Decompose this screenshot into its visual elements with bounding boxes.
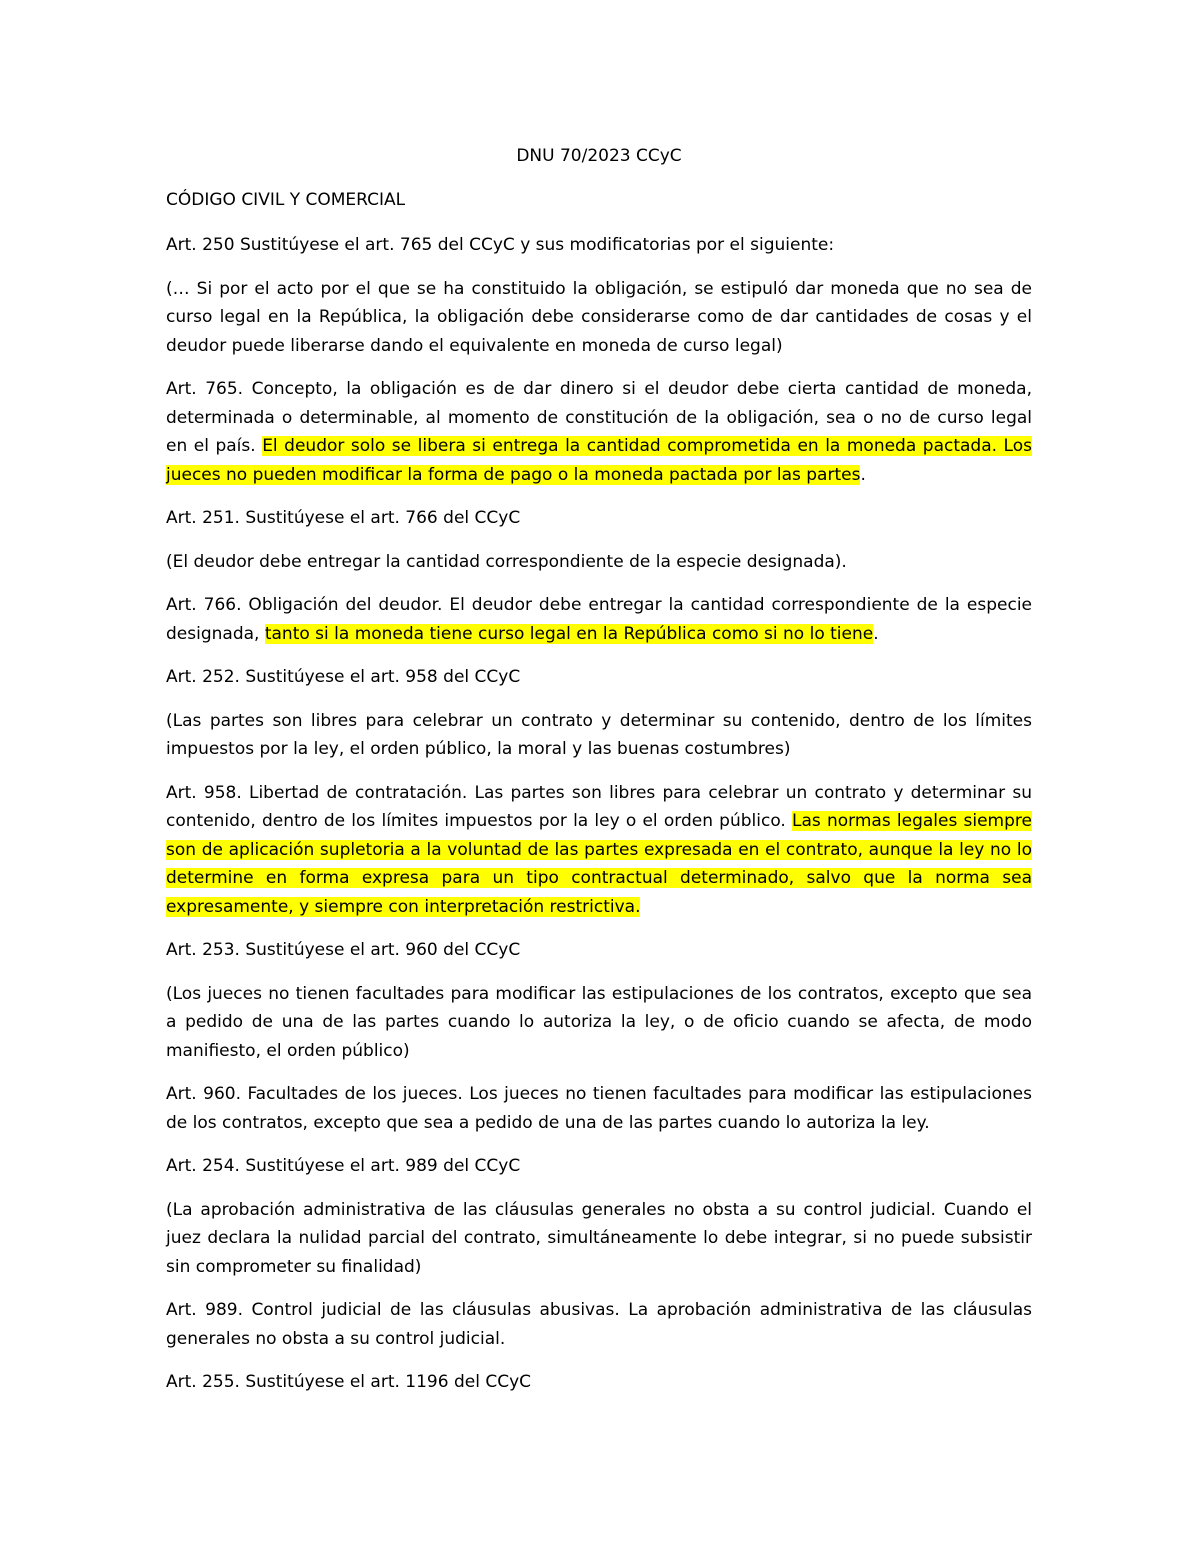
paragraph-text: Art. 255. Sustitúyese el art. 1196 del CCyC xyxy=(166,1372,532,1392)
paragraph-text: (El deudor debe entregar la cantidad correspondiente de la especie designada). xyxy=(166,551,847,572)
paragraph-text: Art. 250 Sustitúyese el art. 765 del CCyC y sus modificatorias por el siguiente: xyxy=(166,235,835,255)
paragraph-p10 xyxy=(166,936,1032,965)
paragraph-text: (La aprobación administrativa de las cláusulas generales no obsta a su control judicial. Cuando el juez declara la nulidad parcial del contrato, simultáneamente lo debe integrar, si no puede subsistir sin comprometer su finalidad) xyxy=(166,1199,1032,1277)
paragraph-p5 xyxy=(166,548,1032,577)
paragraph-p3 xyxy=(166,375,1032,489)
paragraph-text: Art. 253. Sustitúyese el art. 960 del CCyC xyxy=(166,940,521,960)
paragraph-text: Art. 251. Sustitúyese el art. 766 del CCyC xyxy=(166,508,521,528)
document-title: DNU 70/2023 CCyC xyxy=(516,146,682,166)
paragraph-text: (Los jueces no tienen facultades para modificar las estipulaciones de los contratos, excepto que sea a pedido de una de las partes cuando lo autoriza la ley, o de oficio cuando se afecta, de modo manifiesto, el orden público) xyxy=(166,983,1032,1061)
paragraph-text: Art. 252. Sustitúyese el art. 958 del CCyC xyxy=(166,667,521,687)
paragraph-p2 xyxy=(166,275,1032,361)
paragraph-p14 xyxy=(166,1196,1032,1282)
paragraph-p7 xyxy=(166,663,1032,692)
paragraph-text: Art. 765. Concepto, la obligación es de dar dinero si el deudor debe cierta cantidad de moneda, determinada o determinable, al momento de constitución de la obligación, sea o no de curso legal en el país. xyxy=(166,379,1032,456)
paragraph-p6 xyxy=(166,591,1032,648)
paragraph-p12 xyxy=(166,1080,1032,1137)
paragraph-p13 xyxy=(166,1152,1032,1181)
paragraph-p11 xyxy=(166,980,1032,1066)
paragraph-p16 xyxy=(166,1368,1032,1397)
document-body xyxy=(166,231,1032,1397)
paragraph-p8 xyxy=(166,707,1032,764)
paragraph-p15 xyxy=(166,1296,1032,1353)
paragraph-p4 xyxy=(166,504,1032,533)
highlighted-text: tanto si la moneda tiene curso legal en la República como si no lo tiene xyxy=(264,623,874,644)
paragraph-p9 xyxy=(166,779,1032,922)
paragraph-text: Art. 766. Obligación del deudor. El deudor debe entregar la cantidad correspondiente de la especie designada, xyxy=(166,595,1032,644)
highlighted-text: Las normas legales siempre son de aplicación supletoria a la voluntad de las partes expresada en el contrato, aunque la ley no lo determine en forma expresa para un tipo contractual determinado, salvo que la norma sea expresamente, y siempre con interpretación restrictiva. xyxy=(166,811,1032,917)
paragraph-text: (Las partes son libres para celebrar un contrato y determinar su contenido, dentro de los límites impuestos por la ley, el orden público, la moral y las buenas costumbres) xyxy=(166,710,1032,759)
paragraph-text: . xyxy=(873,623,879,644)
paragraph-text: (… Si por el acto por el que se ha constituido la obligación, se estipuló dar moneda que no sea de curso legal en la República, la obligación debe considerarse como de dar cantidades de cosas y el deudor puede liberarse dando el equivalente en moneda de curso legal) xyxy=(166,278,1032,356)
paragraph-text: Art. 989. Control judicial de las cláusulas abusivas. La aprobación administrativa de las cláusulas generales no obsta a su control judicial. xyxy=(166,1300,1032,1349)
paragraph-text: Art. 958. Libertad de contratación. Las partes son libres para celebrar un contrato y determinar su contenido, dentro de los límites impuestos por la ley o el orden público. xyxy=(166,782,1032,831)
paragraph-text: Art. 254. Sustitúyese el art. 989 del CCyC xyxy=(166,1156,521,1176)
section-heading: CÓDIGO CIVIL Y COMERCIAL xyxy=(166,190,406,210)
paragraph-text: Art. 960. Facultades de los jueces. Los jueces no tienen facultades para modificar las estipulaciones de los contratos, excepto que sea a pedido de una de las partes cuando lo autoriza la ley. xyxy=(166,1084,1032,1133)
highlighted-text: El deudor solo se libera si entrega la cantidad comprometida en la moneda pactada. Los jueces no pueden modificar la forma de pago o la moneda pactada por las partes xyxy=(166,436,1032,485)
paragraph-p1 xyxy=(166,231,1032,260)
paragraph-text: . xyxy=(860,464,866,485)
